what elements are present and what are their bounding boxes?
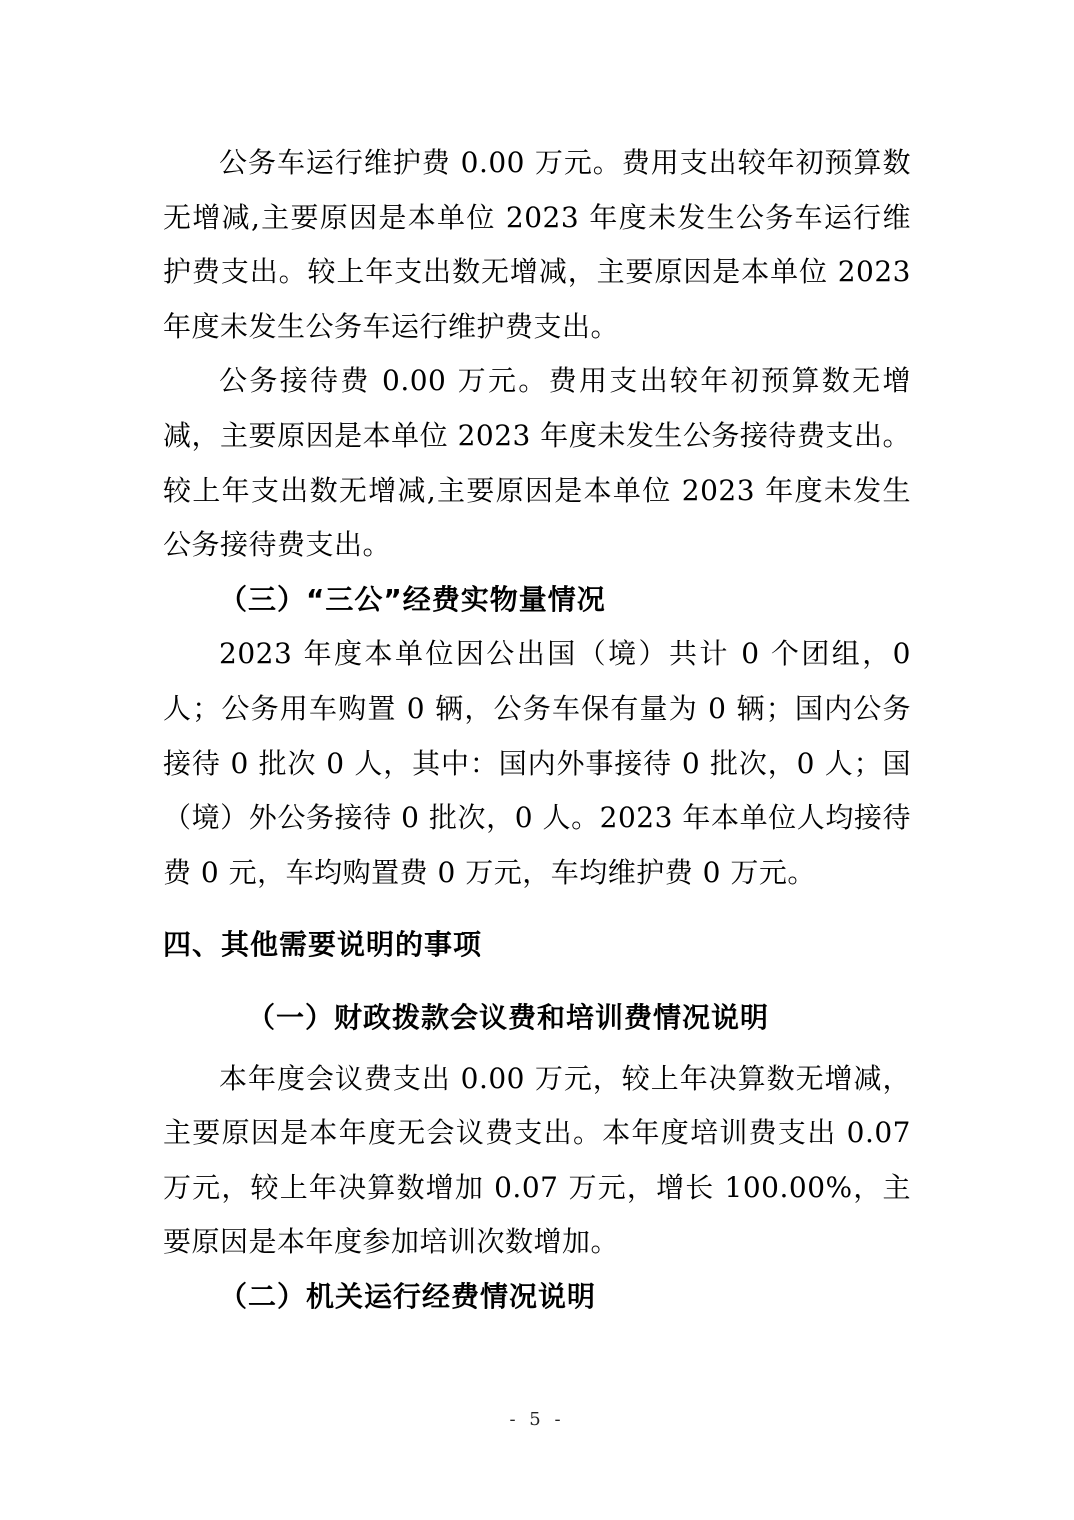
paragraph-meeting-training: 本年度会议费支出 0.00 万元，较上年决算数无增减，主要原因是本年度无会议费支出。本年度培训费支出 0.07 万元，较上年决算数增加 0.07 万元，增长 100.00%，主要原因是本年度参加培训次数增加。 <box>163 1061 911 1259</box>
paragraph-reception: 公务接待费 0.00 万元。费用支出较年初预算数无增减，主要原因是本单位 2023 年度未发生公务接待费支出。较上年支出数无增减,主要原因是本单位 2023 年度未发生公务接待费支出。 <box>163 364 911 562</box>
heading-meeting-training: （一）财政拨款会议费和培训费情况说明 <box>247 1000 770 1034</box>
page-number: - 5 - <box>509 1409 565 1430</box>
page-content <box>163 136 911 1324</box>
spacer <box>163 900 911 918</box>
spacer <box>163 973 911 991</box>
heading-section-four: 四、其他需要说明的事项 <box>163 928 483 962</box>
heading-agency-operation: （二）机关运行经费情况说明 <box>219 1279 597 1313</box>
heading-three-public-quantity: （三）“三公”经费实物量情况 <box>219 582 606 616</box>
paragraph-vehicle-maintenance: 公务车运行维护费 0.00 万元。费用支出较年初预算数无增减,主要原因是本单位 2023 年度未发生公务车运行维护费支出。较上年支出数无增减，主要原因是本单位 2023 年度未发生公务车运行维护费支出。 <box>163 146 911 343</box>
paragraph-physical-quantity: 2023 年度本单位因公出国（境）共计 0 个团组，0 人；公务用车购置 0 辆，公务车保有量为 0 辆；国内公务接待 0 批次 0 人，其中：国内外事接待 0 批次，0 人；国（境）外公务接待 0 批次，0 人。2023 年本单位人均接待费 0 元，车均购置费 0 万元，车均维护费 0 万元。 <box>163 637 911 889</box>
